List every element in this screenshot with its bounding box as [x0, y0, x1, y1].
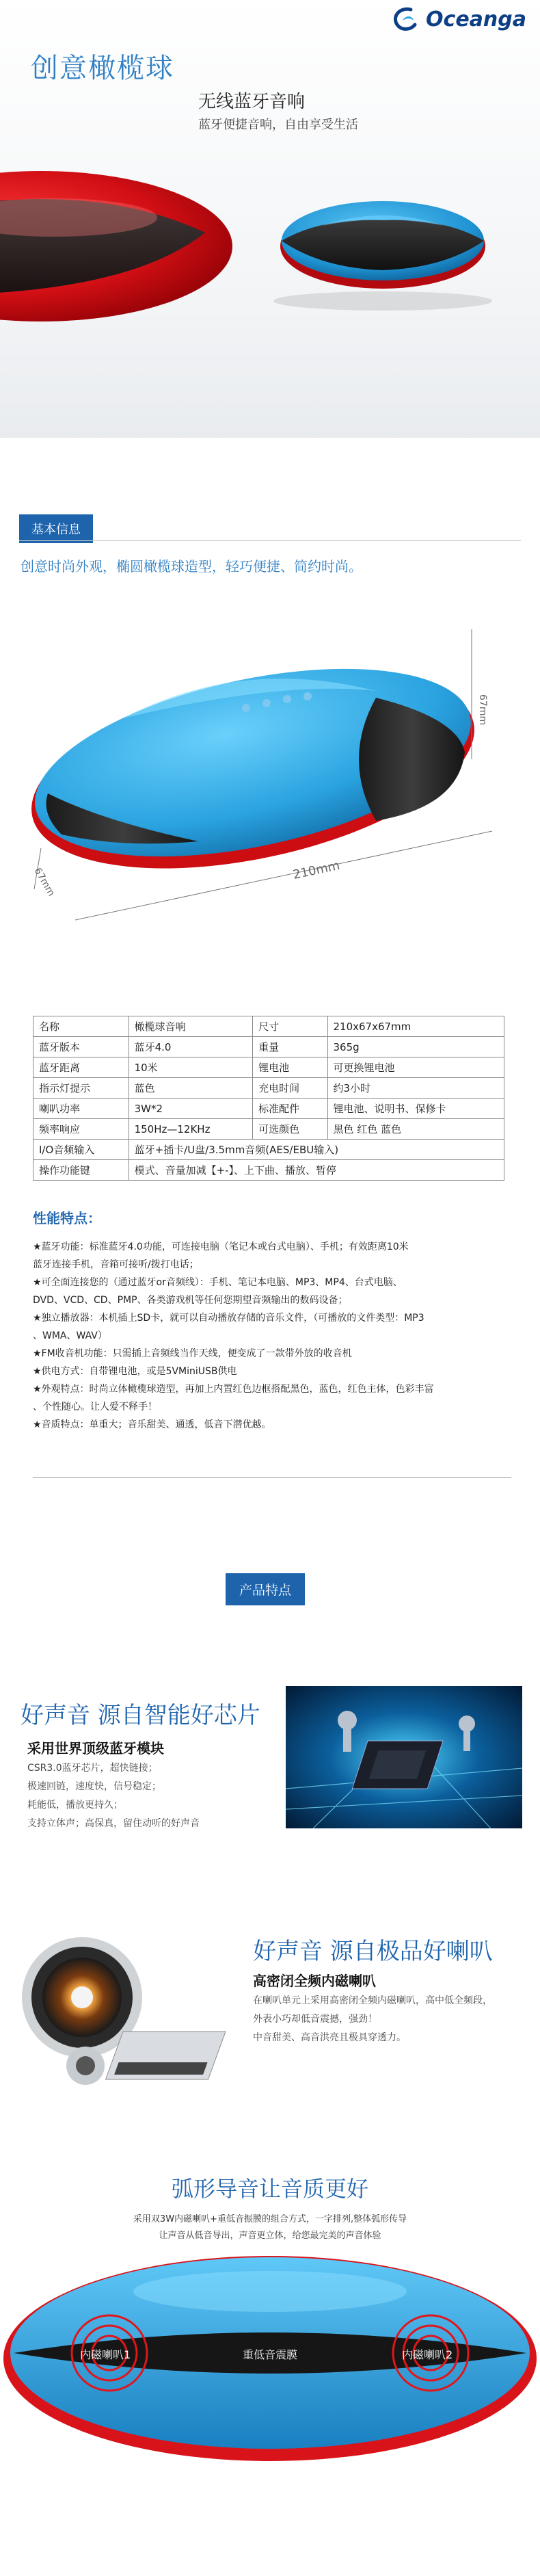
text-line: ★可全面连接您的（通过蓝牙or音频线）：手机、笔记本电脑、MP3、MP4、台式电脑、: [33, 1277, 403, 1288]
red-speaker-image: [0, 171, 232, 321]
table-cell: 可更换锂电池: [327, 1057, 504, 1078]
spec-table: [33, 1016, 504, 1181]
table-cell: 约3小时: [327, 1078, 504, 1099]
table-row: [33, 1099, 504, 1119]
text-line: 、个性随心。让人爱不释手！: [33, 1402, 157, 1412]
section-divider: [33, 1477, 511, 1478]
table-cell: 标准配件: [253, 1099, 327, 1119]
table-cell: 名称: [33, 1016, 129, 1037]
left-driver-label: 内磁喇叭1: [80, 2348, 131, 2361]
arc-title: 弧形导音让音质更好: [171, 2176, 368, 2202]
text-line: 支持立体声；高保真，留住动听的好声音: [27, 1818, 200, 1829]
speaker-subtitle: 高密闭全频内磁喇叭: [253, 1973, 376, 1989]
table-cell: 蓝牙+插卡/U盘/3.5mm音频(AES/EBU输入): [129, 1140, 504, 1160]
table-row: [33, 1037, 504, 1057]
speaker-unit-image: [21, 1929, 246, 2100]
table-cell: 150Hz—12KHz: [129, 1119, 253, 1140]
dim-height-label: 67mm: [477, 694, 488, 726]
table-cell: 3W*2: [129, 1099, 253, 1119]
table-row: [33, 1140, 504, 1160]
chip-image: [286, 1686, 522, 1828]
hero-title: 创意橄榄球: [31, 53, 174, 84]
section-divider: [19, 540, 521, 541]
arc-speaker-image: [0, 2250, 540, 2576]
table-cell: 10米: [129, 1057, 253, 1078]
table-cell: 尺寸: [253, 1016, 327, 1037]
table-cell: 蓝牙版本: [33, 1037, 129, 1057]
text-line: 耗能低，播放更持久；: [27, 1800, 123, 1811]
table-cell: 橄榄球音响: [129, 1016, 253, 1037]
dim-width-label: 67mm: [31, 866, 57, 899]
table-cell: 可选颜色: [253, 1119, 327, 1140]
dimension-diagram: [21, 616, 526, 944]
table-row: [33, 1160, 504, 1181]
text-line: ★FM收音机功能：只需插上音频线当作天线，便变成了一款带外放的收音机: [33, 1348, 352, 1359]
table-cell: 模式、音量加减【+-】、上下曲、播放、暂停: [129, 1160, 504, 1181]
chip-title: 好声音 源自智能好芯片: [21, 1702, 260, 1729]
center-membrane-label: 重低音震膜: [243, 2348, 298, 2361]
table-cell: 锂电池、说明书、保修卡: [327, 1099, 504, 1119]
table-cell: 黑色 红色 蓝色: [327, 1119, 504, 1140]
text-line: ★音质特点：单重大；音乐甜美、通透，低音下潜优越。: [33, 1419, 271, 1430]
text-line: ★供电方式：自带锂电池，或是5VMiniUSB供电: [33, 1366, 237, 1377]
arc-description: [0, 2211, 540, 2244]
hero-tagline: 蓝牙便捷音响，自由享受生活: [198, 118, 358, 132]
text-line: ★独立播放器：本机插上SD卡，就可以自动播放存储的音乐文件，（可播放的文件类型：MP3: [33, 1313, 424, 1324]
table-cell: 蓝牙距离: [33, 1057, 129, 1078]
table-cell: 210x67x67mm: [327, 1016, 504, 1037]
speaker-description: [253, 1992, 492, 2047]
blue-speaker-image: [280, 201, 485, 289]
text-line: CSR3.0蓝牙芯片，超快链接；: [27, 1763, 158, 1774]
table-cell: 重量: [253, 1037, 327, 1057]
brand-logo[interactable]: [390, 5, 526, 33]
text-line: 在喇叭单元上采用高密闭全频内磁喇叭，高中低全频段，: [253, 1995, 492, 2006]
table-cell: 蓝牙4.0: [129, 1037, 253, 1057]
basic-info-intro: 创意时尚外观，椭圆橄榄球造型，轻巧便捷、简约时尚。: [21, 558, 362, 575]
chip-description: [27, 1759, 200, 1833]
right-driver-label: 内磁喇叭2: [402, 2348, 453, 2361]
table-cell: 充电时间: [253, 1078, 327, 1099]
text-line: 、WMA、WAV）: [33, 1330, 107, 1341]
features-title: 性能特点：: [33, 1210, 101, 1226]
table-row: [33, 1016, 504, 1037]
hero-subtitle: 无线蓝牙音响: [198, 92, 306, 112]
table-row: [33, 1078, 504, 1099]
table-cell: I/O音频输入: [33, 1140, 129, 1160]
product-features-tag: 产品特点: [226, 1573, 305, 1605]
table-cell: 365g: [327, 1037, 504, 1057]
text-line: DVD、VCD、CD、PMP、各类游戏机等任何您期望音频输出的数码设备；: [33, 1295, 348, 1306]
table-cell: 蓝色: [129, 1078, 253, 1099]
table-cell: 指示灯提示: [33, 1078, 129, 1099]
text-line: 让声音从低音导出，声音更立体，给您最完美的声音体验: [159, 2231, 381, 2241]
text-line: 外表小巧却低音震撼，强劲！: [253, 2014, 377, 2025]
hero-banner: [0, 0, 540, 438]
basic-info-tag: 基本信息: [19, 514, 93, 543]
blue-speaker-dimension-image: [21, 635, 492, 904]
speaker-title: 好声音 源自极品好喇叭: [253, 1938, 493, 1965]
table-row: [33, 1119, 504, 1140]
features-list: [33, 1238, 511, 1434]
text-line: 采用双3W内磁喇叭+重低音振膜的组合方式，一字排列,整体弧形传导: [133, 2214, 407, 2224]
chip-subtitle: 采用世界顶级蓝牙模块: [27, 1740, 164, 1757]
brand-name: Oceanga: [426, 7, 526, 31]
dim-length-label: 210mm: [291, 858, 341, 882]
text-line: 中音甜美、高音洪亮且极具穿透力。: [253, 2032, 406, 2043]
table-cell: 锂电池: [253, 1057, 327, 1078]
table-cell: 操作功能键: [33, 1160, 129, 1181]
text-line: 蓝牙连接手机，音箱可接听/拨打电话；: [33, 1259, 199, 1270]
table-cell: 频率响应: [33, 1119, 129, 1140]
table-row: [33, 1057, 504, 1078]
table-cell: 喇叭功率: [33, 1099, 129, 1119]
text-line: 极速回链，速度快，信号稳定；: [27, 1781, 161, 1792]
logo-wave-icon: [390, 5, 422, 33]
text-line: ★外观特点：时尚立体橄榄球造型，再加上内置红色边框搭配黑色，蓝色，红色主体，色彩丰富: [33, 1384, 434, 1395]
text-line: ★蓝牙功能：标准蓝牙4.0功能，可连接电脑（笔记本或台式电脑）、手机；有效距离10米: [33, 1241, 409, 1252]
